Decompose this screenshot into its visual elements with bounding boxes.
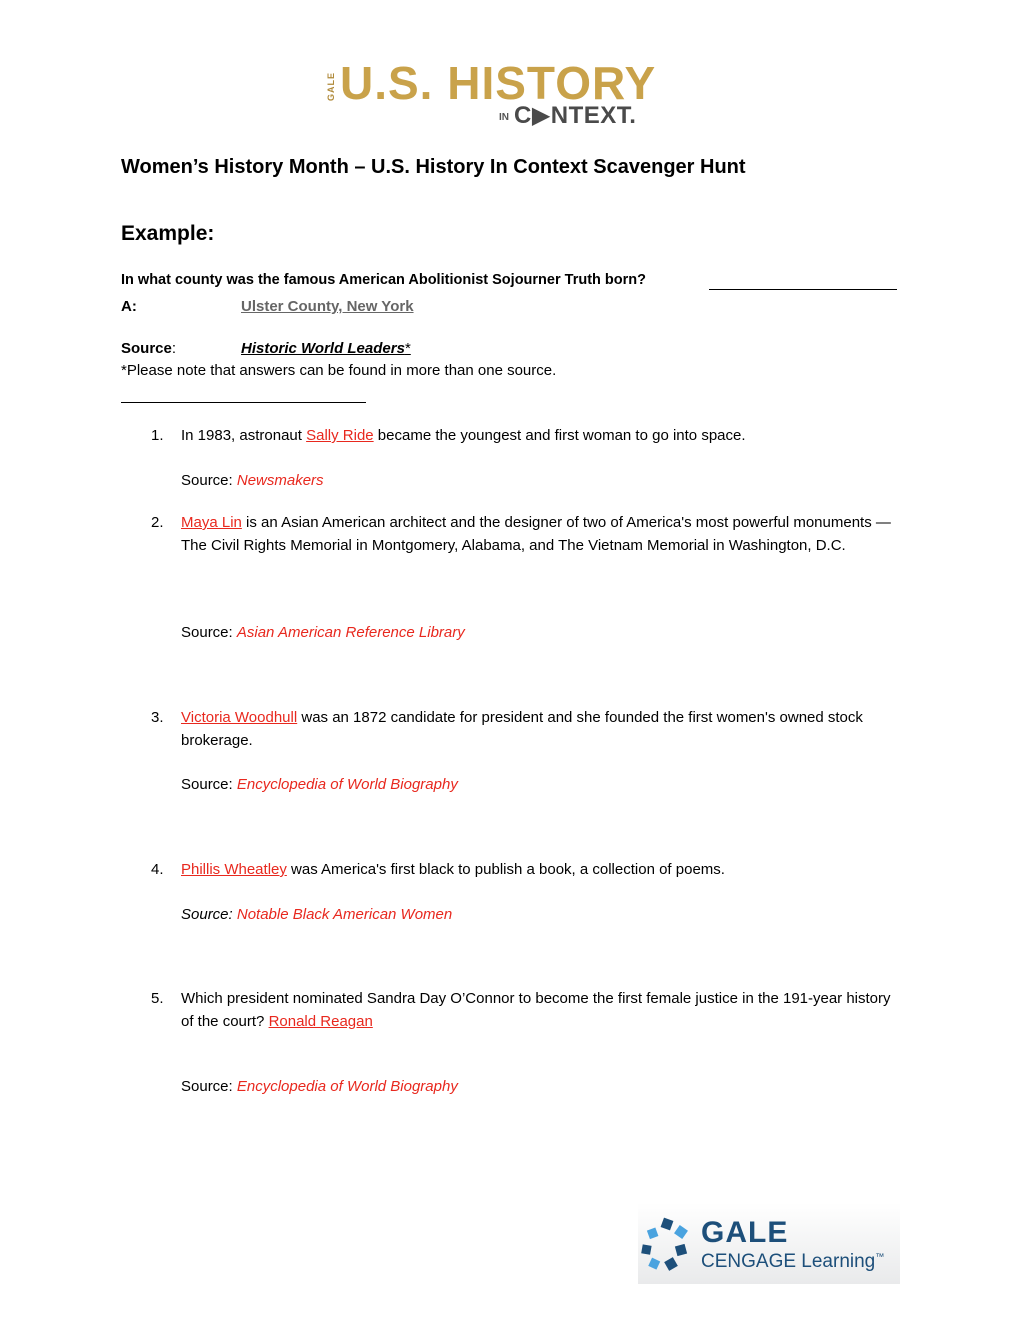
example-note: *Please note that answers can be found in more than one source.	[121, 362, 557, 379]
item-5-text	[181, 988, 901, 1033]
cengage-text: CENGAGE Learning	[701, 1251, 876, 1272]
item-1-number: 1.	[151, 427, 164, 444]
example-source-label	[121, 340, 176, 357]
item-4-link[interactable]: Phillis Wheatley	[181, 861, 287, 878]
item-1-source-name: Newsmakers	[236, 472, 324, 489]
item-1-link[interactable]: Sally Ride	[306, 427, 374, 444]
item-4-text	[181, 859, 901, 882]
item-2-source-label: Source:	[181, 624, 237, 641]
source-word: Source	[121, 340, 172, 357]
page-title: Women’s History Month – U.S. History In Context Scavenger Hunt	[121, 156, 746, 178]
us-history-logo: U.S. HISTORY	[340, 57, 657, 109]
item-4-source	[181, 904, 901, 927]
item-5-source	[181, 1076, 901, 1099]
item-5-link[interactable]: Ronald Reagan	[268, 1012, 373, 1030]
item-3-text	[181, 707, 901, 752]
gale-wordmark: GALE	[701, 1216, 789, 1249]
answer-blank-line	[709, 289, 897, 290]
item-1-pre: In 1983, astronaut	[181, 427, 307, 444]
logo-context-text: C▶NTEXT.	[514, 102, 637, 129]
item-5-source-label: Source:	[181, 1078, 237, 1095]
item-3-source-name: Encyclopedia of World Biography	[236, 776, 458, 793]
item-2-source-name: Asian American Reference Library	[236, 624, 465, 641]
item-2-link[interactable]: Maya Lin	[181, 514, 242, 531]
item-2-post: is an Asian American architect and the designer of two of America's most powerful monuments — The Civil Rights Memorial in Montgomery, Alabama, and The Vietnam Memorial in Washington, D.C.	[181, 514, 891, 554]
example-source-name[interactable]: Historic World Leaders	[241, 340, 405, 357]
item-2-source	[181, 622, 901, 645]
item-5-source-name: Encyclopedia of World Biography	[236, 1078, 458, 1095]
item-4-number: 4.	[151, 861, 164, 878]
item-3-source	[181, 774, 901, 797]
source-colon: :	[171, 340, 177, 357]
divider-rule	[121, 402, 366, 403]
item-4-post: was America's first black to publish a book, a collection of poems.	[286, 861, 725, 878]
item-3-link[interactable]: Victoria Woodhull	[181, 709, 298, 726]
gale-small-logo-text: GALE	[326, 71, 336, 101]
example-source-link[interactable]	[241, 340, 411, 357]
item-5-number: 5.	[151, 990, 164, 1007]
item-5-pre: Which president nominated Sandra Day O’Connor to become the first female justice in the 191-year history of the court?	[181, 990, 891, 1030]
example-source-star: *	[404, 340, 411, 357]
item-3-source-label: Source:	[181, 776, 237, 793]
item-1-text	[181, 425, 901, 448]
item-1-source	[181, 470, 901, 493]
trademark-sign: ™	[875, 1251, 885, 1262]
logo-in-text: IN	[499, 112, 509, 123]
cengage-learning-wordmark	[701, 1251, 884, 1273]
item-4-source-name: Notable Black American Women	[236, 906, 453, 923]
example-answer-label: A:	[121, 298, 137, 315]
item-1-post: became the youngest and first woman to go into space.	[373, 427, 746, 444]
example-answer-link[interactable]: Ulster County, New York	[241, 298, 414, 315]
item-3-post: was an 1872 candidate for president and she founded the first women's owned stock brokerage.	[181, 709, 863, 749]
item-2-text	[181, 512, 901, 557]
item-2-number: 2.	[151, 514, 164, 531]
gale-mark-icon	[640, 1217, 694, 1273]
item-4-source-label: Source:	[181, 906, 237, 923]
example-heading: Example:	[121, 222, 215, 245]
item-3-number: 3.	[151, 709, 164, 726]
item-1-source-label: Source:	[181, 472, 237, 489]
example-question: In what county was the famous American Abolitionist Sojourner Truth born?	[121, 272, 646, 288]
